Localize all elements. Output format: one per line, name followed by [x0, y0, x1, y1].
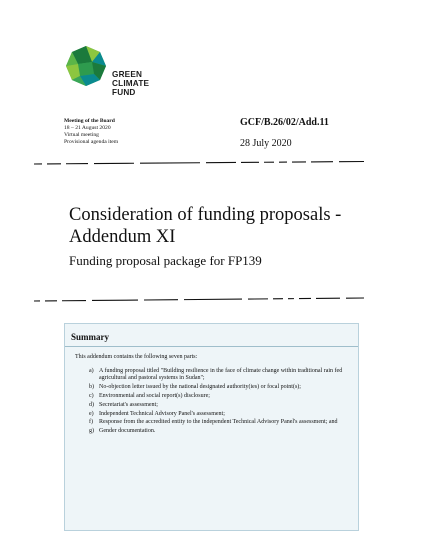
list-item-text: Gender documentation. — [99, 428, 156, 435]
list-marker: g) — [89, 428, 94, 435]
meeting-mode: Virtual meeting — [64, 132, 99, 138]
document-reference — [240, 117, 329, 150]
list-marker: a) — [89, 368, 94, 374]
list-item — [89, 411, 351, 418]
list-item — [89, 428, 351, 435]
list-marker: d) — [89, 401, 94, 408]
list-marker: b) — [89, 384, 94, 391]
list-item-text: Independent Technical Advisory Panel's assessment; — [99, 410, 225, 417]
list-item-text: No-objection letter issued by the national designated authority(ies) or focal point(s); — [99, 384, 301, 391]
list-marker: c) — [89, 393, 94, 399]
summary-list — [89, 368, 351, 437]
decorative-rule-top — [34, 158, 364, 168]
list-item-text: Environmental and social report(s) disclosure; — [99, 393, 210, 399]
list-item-text: Secretariat's assessment; — [99, 401, 158, 408]
meeting-info — [64, 118, 118, 146]
list-item-text: Response from the accredited entity to the independent Technical Advisory Panel's assessment; and — [99, 419, 338, 426]
green-climate-fund-globe-icon — [64, 44, 108, 88]
page-title: Consideration of funding proposals - Addendum XI — [69, 205, 342, 247]
summary-divider — [65, 346, 358, 347]
gcf-logo — [64, 44, 214, 104]
decorative-rule-bottom — [34, 294, 364, 304]
logo-wordmark — [112, 70, 149, 98]
agenda-item: Provisional agenda item — [64, 139, 119, 145]
document-code: GCF/B.26/02/Add.11 — [240, 117, 329, 128]
meeting-title: Meeting of the Board — [64, 118, 115, 124]
meeting-dates: 18 – 21 August 2020 — [64, 125, 111, 131]
list-item — [89, 419, 351, 426]
document-date: 28 July 2020 — [240, 138, 292, 149]
logo-line-climate: CLIMATE — [112, 79, 150, 89]
list-item-text: A funding proposal titled "Building resilience in the face of climate change within traditional rain fed agricultural and pastoral systems in Sudan"; — [99, 368, 343, 382]
list-item — [89, 384, 351, 391]
list-item — [89, 402, 351, 409]
summary-heading: Summary — [71, 332, 109, 342]
list-marker: e) — [89, 410, 94, 417]
list-marker: f) — [89, 419, 93, 426]
summary-box — [64, 323, 359, 531]
logo-line-fund: FUND — [112, 88, 136, 98]
list-item — [89, 368, 351, 383]
summary-intro: This addendum contains the following seven parts: — [75, 354, 198, 360]
list-item — [89, 393, 351, 400]
page-subtitle: Funding proposal package for FP139 — [69, 253, 262, 268]
logo-line-green: GREEN — [112, 70, 143, 79]
